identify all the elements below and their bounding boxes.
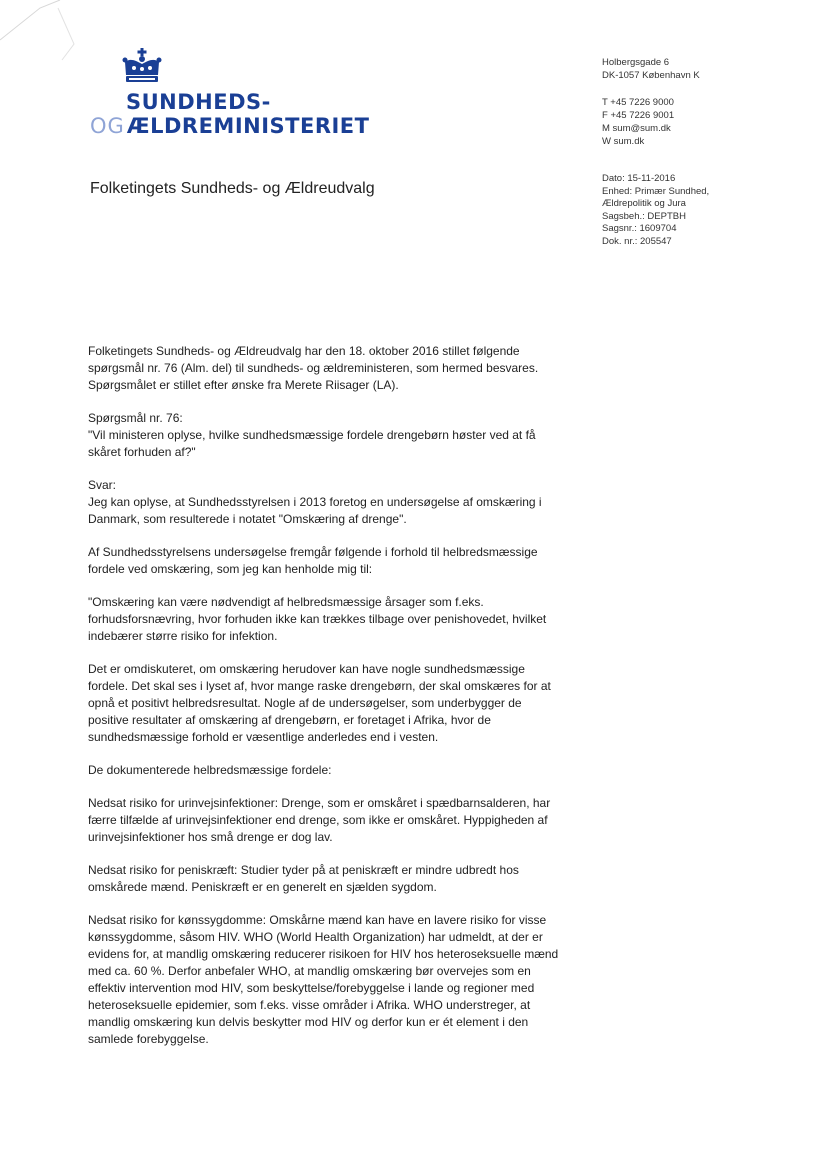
meta-case-no: Sagsnr.: 1609704 bbox=[602, 223, 677, 234]
meta-caseworker: Sagsbeh.: DEPTBH bbox=[602, 210, 686, 222]
question-text: "Vil ministeren oplyse, hvilke sundhedsmæssige fordele drengebørn høster ved at få skåret forhuden af?" bbox=[88, 428, 536, 459]
document-meta bbox=[602, 173, 757, 248]
meta-unit: Enhed: Primær Sundhed, Ældrepolitik og Jura bbox=[602, 185, 710, 209]
question-label: Spørgsmål nr. 76: bbox=[88, 411, 183, 425]
paragraph: Nedsat risiko for urinvejsinfektioner: Drenge, som er omskåret i spædbarnsalderen, har færre tilfælde af urinvejsinfektioner end drenge, som ikke er omskåret. Hyppigheden af urinvejsinfektioner hos små drenge er dog lav. bbox=[88, 796, 551, 844]
ministry-name-line2 bbox=[90, 114, 369, 138]
ministry-name-og: OG bbox=[90, 114, 125, 138]
crown-icon bbox=[120, 48, 164, 84]
letter-body bbox=[88, 343, 563, 1064]
paragraph: Det er omdiskuteret, om omskæring herudover kan have nogle sundhedsmæssige fordele. Det skal ses i lyset af, hvor mange raske drengebørn, der skal omskæres for at opnå et positivt helbredsresultat. Nogle af de undersøgelser, som underbygger de positive resultater af omskæring af drengebørn, er foretaget i Afrika, hvor de sundhedsmæssige forhold er væsentlige anderledes end i vesten. bbox=[88, 662, 551, 744]
paragraph: De dokumenterede helbredsmæssige fordele: bbox=[88, 763, 332, 777]
paragraph: Nedsat risiko for kønssygdomme: Omskårne mænd kan have en lavere risiko for visse kønssygdomme, såsom HIV. WHO (World Health Organization) har udmeldt, at der er evidens for, at mandlig omskæring reducerer risikoen for HIV hos heteroseksuelle mænd med ca. 60 %. Derfor anbefaler WHO, at mandlig omskæring bør overvejes som en effektiv intervention mod HIV, som beskyttelse/forebyggelse i lande og regioner med heteroseksuelle epidemier, som f.eks. visse områder i Afrika. WHO understreger, at mandlig omskæring kun delvis beskytter mod HIV og derfor kun er ét element i den samlede forebyggelse. bbox=[88, 913, 559, 1046]
recipient: Folketingets Sundheds- og Ældreudvalg bbox=[90, 180, 375, 197]
fax: F +45 7226 9001 bbox=[602, 110, 675, 121]
address-street: Holbergsgade 6 bbox=[602, 57, 670, 68]
email: M sum@sum.dk bbox=[602, 123, 671, 134]
ministry-name-line1: SUNDHEDS- bbox=[126, 90, 271, 114]
contact-block bbox=[602, 56, 802, 148]
paragraph: Nedsat risiko for peniskræft: Studier tyder på at peniskræft er mindre udbredt hos omskårede mænd. Peniskræft er en generelt en sjælden sygdom. bbox=[88, 863, 519, 894]
answer-text: Jeg kan oplyse, at Sundhedsstyrelsen i 2013 foretog en undersøgelse af omskæring i Danmark, som resulterede i notatet "Omskæring af drenge". bbox=[88, 495, 542, 526]
intro-paragraph: Folketingets Sundheds- og Ældreudvalg har den 18. oktober 2016 stillet følgende spørgsmål nr. 76 (Alm. del) til sundheds- og ældreministeren, som hermed besvares. Spørgsmålet er stillet efter ønske fra Merete Riisager (LA). bbox=[88, 344, 539, 392]
quote-paragraph: "Omskæring kan være nødvendigt af helbredsmæssige årsager som f.eks. forhudsforsnævring, hvor forhuden ikke kan trækkes tilbage over penishovedet, hvilket indebærer større risiko for infektion. bbox=[88, 595, 547, 643]
phone: T +45 7226 9000 bbox=[602, 97, 674, 108]
meta-date: Dato: 15-11-2016 bbox=[602, 173, 676, 184]
answer-label: Svar: bbox=[88, 478, 117, 492]
website: W sum.dk bbox=[602, 136, 645, 147]
scan-fold-mark bbox=[0, 0, 80, 80]
paragraph: Af Sundhedsstyrelsens undersøgelse fremgår følgende i forhold til helbredsmæssige fordele ved omskæring, som jeg kan henholde mig til: bbox=[88, 545, 538, 576]
ministry-name-main: ÆLDREMINISTERIET bbox=[126, 114, 370, 138]
meta-doc-no: Dok. nr.: 205547 bbox=[602, 235, 672, 247]
address-city: DK-1057 København K bbox=[602, 70, 700, 81]
